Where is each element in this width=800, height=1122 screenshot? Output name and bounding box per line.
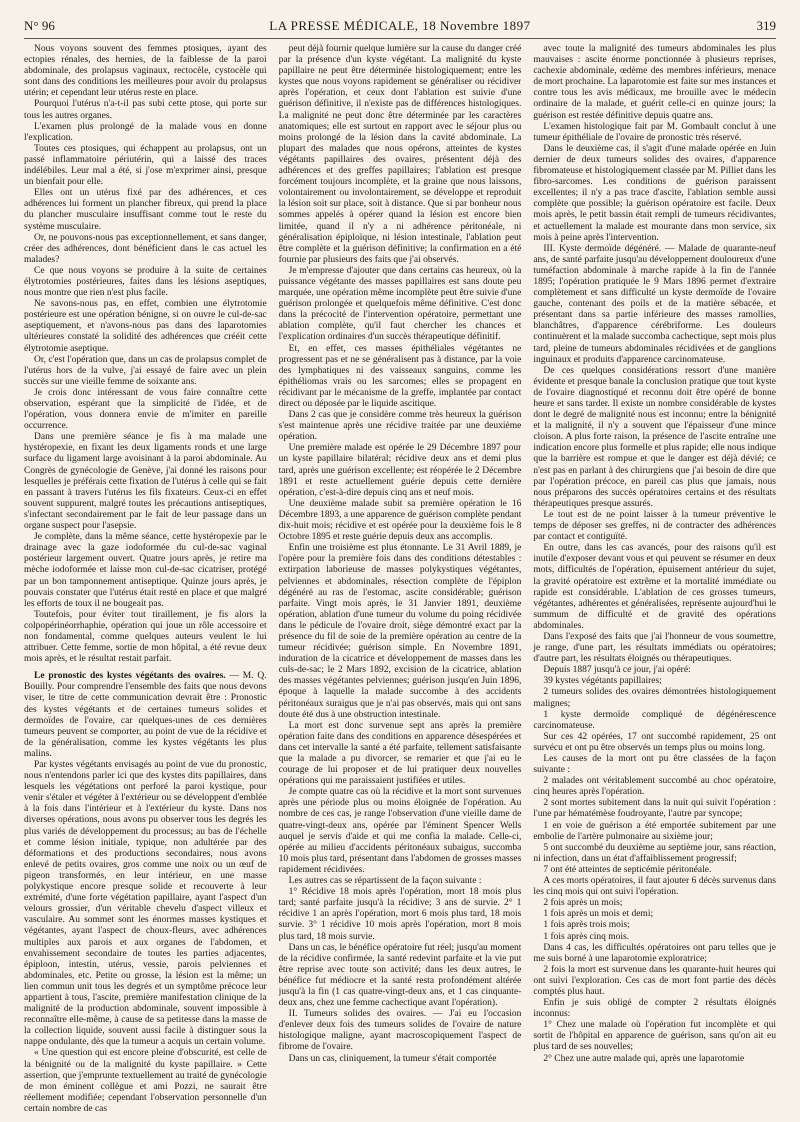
paragraph-text: Je compte quatre cas où la récidive et la mort sont survenues après une période plus ou moins éloignée de l'opération. Au nombre de ces cas, je range l'observation d'une vieille dame de quatre-vingt-deux ans, opérée par l'éminent Spencer Wells auquel je servis d'aide et qui me confia la malade. Celle-ci, opérée au milieu d'accidents péritonéaux subaigus, succomba 10 mois plus tard, présentant dans l'abdomen de grosses masses rapidement récidivées. xyxy=(278,787,522,875)
paragraph xyxy=(279,887,522,942)
paragraph-text: — M. Q. Bouilly. Pour comprendre l'ensemble des faits que nous devons viser, le titre de cette communication devrait être : Pronostic des kystes végétants et de certaines tumeurs solides et dermoïdes de l'ovaire, car quelques-unes de ces dernières tumeurs peuvent se comporter, au point de vue de la récidive et de la généralisation, comme les kystes végétants les plus malins. xyxy=(24,671,267,759)
paragraph-text: De ces quelques considérations ressort d'une manière évidente et presque banale la conclusion pratique que tout kyste de l'ovaire diagnostiqué et reconnu doit être opéré de bonne heure et sans tarder. Il existe un nombre considérable de kystes dont le degré de malignité nous est inconnu; entre la bénignité et la malignité, il n'y a souvent que l'épaisseur d'une mince cloison. A plus forte raison, la présence de l'ascite entraîne une indication encore plus formelle et plus rapide; elle nous indique que la barrière est rompue et que le danger est déjà dévié; ce n'est pas en parlant à des chirurgiens que j'ai besoin de dire que par l'opération précoce, en pareil cas plus que jamais, nous nous préparons des succès opératoires certains et des résultats thérapeutiques presque assurés. xyxy=(533,365,777,509)
paragraph xyxy=(533,510,776,543)
paragraph-text: 2 tumeurs solides des ovaires démontrées histologiquement malignes; xyxy=(533,687,777,709)
section-heading: Le pronostic des kystes végétants des ovaires. xyxy=(34,671,226,682)
paragraph-text: Une première malade est opérée le 29 Décembre 1897 pour un kyste papillaire bilatéral; récidive deux ans et demi plus tard, après une guérison excellente; est réopérée le 2 Décembre 1891 et reste actuellement guérie depuis cette dernière opération, c'est-à-dire depuis cinq ans et neuf mois. xyxy=(278,443,522,498)
paragraph-text: L'examen histologique fait par M. Gombault conclut à une tumeur épithéliale de l'ovaire de pronostic très réservé. xyxy=(533,121,777,143)
paragraph-text: 1° Récidive 18 mois après l'opération, mort 18 mois plus tard; santé parfaite jusqu'à la récidive; 3 ans de survie. 2° 1 récidive 1 an après l'opération, mort 6 mois plus tard, 18 mois survie. 3° 1 récidive 10 mois après l'opération, mort 8 mois plus tard, 18 mois survie. xyxy=(278,887,522,942)
paragraph xyxy=(533,754,776,776)
paragraph xyxy=(533,998,776,1020)
paragraph-text: 2 sont mortes subitement dans la nuit qui suivit l'opération : l'une par hématémèse foudroyante, l'autre par syncope; xyxy=(533,798,777,820)
paragraph xyxy=(24,671,267,760)
paragraph xyxy=(533,821,776,843)
paragraph xyxy=(279,499,522,543)
paragraph-text: Dans un cas, cliniquement, la tumeur s'était comportée xyxy=(288,1053,497,1064)
paragraph-text: III. Kyste dermoïde dégénéré. — Malade de quarante-neuf ans, de santé parfaite jusqu'au développement douloureux d'une tuméfaction abdominale à marche rapide à la fin de l'année 1895; l'opération pratiquée le 9 Mars 1896 permet d'extraire complètement et sans difficulté un kyste dermoïde de l'ovaire gauche, contenant des poils et de la matière sébacée, et présentant dans sa partie inférieure des masses ramollies, blanchâtres, d'apparence cérébriforme. Les douleurs continuèrent et la malade succomba cachectique, sept mois plus tard, pleine de tumeurs abdominales récidivées et de ganglions inguinaux et produits d'apparence carcinomateuse. xyxy=(533,243,777,365)
paragraph-text: Je crois donc intéressant de vous faire connaître cette observation, espérant que la simplicité de l'idée, et de l'opération, vous donnera envie de m'imiter en pareille occurrence. xyxy=(24,387,267,432)
paragraph xyxy=(279,721,522,788)
paragraph-text: Dans 2 cas que je considère comme très heureux la guérison s'est maintenue après une récidive traitée par une deuxième opération. xyxy=(278,410,522,443)
paragraph xyxy=(533,1054,776,1065)
paragraph-text: 1 fois après un mois et demi; xyxy=(543,909,654,920)
paragraph xyxy=(533,898,776,909)
paragraph-text: 1 fois après cinq mois. xyxy=(543,931,630,942)
paragraph xyxy=(24,122,267,144)
paragraph-text: Toutes ces ptosiques, qui échappent au prolapsus, ont un passé inflammatoire périutérin, qui a laissé des traces indélébiles. Leur mal a été, si j'ose m'exprimer ainsi, presque un bienfait pour elle. xyxy=(24,143,267,188)
paragraph xyxy=(533,865,776,876)
paragraph-text: Depuis 1887 jusqu'à ce jour, j'ai opéré: xyxy=(543,665,691,676)
paragraph xyxy=(279,344,522,411)
paragraph xyxy=(24,388,267,432)
paragraph-text: Dans une première séance je fis à ma malade une hystéropexie, en fixant les deux ligaments ronds et une large surface du ligament large avoisinant à la paroi abdominale. Au Congrès de gynécologie de Genève, j'ai donné les raisons pour lesquelles je préférais cette fixation de l'utérus à celle qui se fait en passant à travers l'utérus les fils fixateurs. Ceux-ci en effet souvent suppurent, malgré toutes les précautions antiseptiques, s'infectant secondairement par le fait de leur passage dans un organe suspect pour l'asepsie. xyxy=(24,432,267,532)
paragraph-text: Le tout est de ne point laisser à la tumeur préventive le temps de déposer ses greffes, ni de contracter des adhérences par contact et contiguïté. xyxy=(533,509,777,543)
paragraph-text: Dans un cas, le bénéfice opératoire fut réel; jusqu'au moment de la récidive confirmée, la santé redevint parfaite et la vie put être reprise avec toute son activité; dans les deux autres, le bénéfice fut médiocre et la santé resta profondément altérée jusqu'à la fin (1 cas quatre-vingt-deux ans, et 1 cas cinquante-deux ans, chez une femme cachectique avant l'opération). xyxy=(278,942,522,1009)
paragraph xyxy=(24,188,267,232)
paragraph-text: Et, en effet, ces masses épithéliales végétantes ne progressent pas et ne se généralisent pas à distance, par la voie des lymphatiques ni des vaisseaux sanguins, comme les épithéliomas vrais ou les sarcomes; elles se propagent en récidivant par le mécanisme de la greffe, implantée par contact direct ou déposée par le liquide ascitique. xyxy=(278,343,522,409)
paragraph-text: Les autres cas se répartissent de la façon suivante : xyxy=(288,876,482,887)
paragraph xyxy=(533,920,776,931)
paragraph xyxy=(533,909,776,920)
paragraph xyxy=(533,366,776,510)
paragraph-text: Les causes de la mort ont pu être classées de la façon suivante : xyxy=(533,754,777,776)
paragraph xyxy=(533,732,776,754)
paragraph xyxy=(24,1048,267,1114)
paragraph xyxy=(533,965,776,998)
paragraph xyxy=(24,44,267,99)
paragraph-text: Or, ne pouvons-nous pas exceptionnellement, et sans danger, créer des adhérences, dont bénéficient dans le cas actuel les malades? xyxy=(24,232,267,265)
paragraph-text: Par kystes végétants envisagés au point de vue du pronostic, nous n'entendons parler ici que des kystes dits papillaires, dans lesquels les végétations ont perforé la paroi kystique, pour venir s'étaler et végéter à l'extérieur ou se développent d'emblée à la fois dans l'intérieur et à l'extérieur du kyste. Dans nos diverses opérations, nous avons pu observer tous les degrés les plus variés de développement du processus; au bas de l'échelle et comme lésion initiale, typique, non adultérée par des déformations et des productions secondaires, nous avons enlevé de petits ovaires, gros comme une noix ou un œuf de pigeon transformés, en leur intérieur, en une masse polykystique encore presque solide et recouverte à leur extrémité, d'une forte végétation papillaire, ayant l'aspect d'un velours grossier, d'un véritable chevelu d'aspect villeux et vasculaire. Au sommet sont les énormes masses kystiques et végétantes, ayant l'aspect de choux-fleurs, avec adhérences multiples aux parois et aux organes de l'abdomen, et envahissement secondaire de toutes les parties adjacentes, épiploon, intestin, utérus, vessie, parois pelviennes et abdominales, etc. Petite ou grosse, la lésion est la même; un lien commun unit tous les degrés et un symptôme précoce leur appartient à tous, l'ascite, première manifestation clinique de la malignité de la production abdominale, souvent impossible à reconnaître elle-même, à cause de sa petitesse dans la masse de la collection liquide, souvent aussi facile à distinguer sous la nappe ondulante, dès que la tumeur a acquis un certain volume. xyxy=(24,760,267,1048)
paragraph xyxy=(533,122,776,144)
paragraph-text: Dans l'exposé des faits que j'ai l'honneur de vous soumettre, je range, d'une part, les résultats immédiats ou opératoires; d'autre part, les résultats éloignés ou thérapeutiques. xyxy=(533,631,777,665)
paragraph-text: Ne savons-nous pas, en effet, combien une élytrotomie postérieure est une opération bénigne, si on ouvre le cul-de-sac aseptiquement, et n'avons-nous pas dans des laparotomies ultérieures constaté la solidité des adhérences que crééit cette élytrotomie aseptique. xyxy=(24,299,267,354)
paragraph xyxy=(533,798,776,820)
paragraph xyxy=(24,610,267,665)
paragraph xyxy=(24,355,267,388)
paragraph xyxy=(279,543,522,721)
paragraph-text: 2° Chez une autre malade qui, après une laparotomie xyxy=(543,1053,745,1064)
paragraph xyxy=(24,266,267,299)
paragraph-text: 7 ont été atteintes de septicémie péritonéale. xyxy=(543,864,712,875)
paragraph-text: avec toute la malignité des tumeurs abdominales les plus mauvaises : ascite énorme ponctionnée à plusieurs reprises, cachexie abdominale, œdème des membres inférieurs, menace de mort prochaine. La laparotomie est faite sur mes instances et contre tous les avis médicaux, me brouille avec le médecin ordinaire de la malade, et guérit celle-ci en quinze jours; la guérison est restée définitive depuis quatre ans. xyxy=(533,44,777,121)
paragraph-text: II. Tumeurs solides des ovaires. — J'ai eu l'occasion d'enlever deux fois des tumeurs solides de l'ovaire de nature histologique maligne, ayant macroscopiquement l'aspect de fibrome de l'ovaire. xyxy=(278,1009,522,1053)
paragraph xyxy=(279,44,522,266)
paragraph xyxy=(279,1054,522,1065)
paragraph-text: 1 kyste dermoïde compliqué de dégénérescence carcinomateuse. xyxy=(533,709,777,731)
page-number: 319 xyxy=(756,18,776,33)
paragraph-text: 5 ont succombé du deuxième au septième jour, sans réaction, ni infection, dans un état d'affaiblissement progressif; xyxy=(533,842,777,864)
paragraph-text: 2 malades ont véritablement succombé au choc opératoire, cinq heures après l'opération. xyxy=(533,776,777,798)
paragraph-text: Ce que nous voyons se produire à la suite de certaines élytrotomies postérieures, faites dans les lésions aseptiques, nous montre que rien n'est plus facile. xyxy=(24,265,267,299)
paragraph xyxy=(24,532,267,610)
paragraph xyxy=(279,876,522,887)
paragraph-text: 1 fois après trois mois; xyxy=(543,920,630,931)
paragraph xyxy=(533,932,776,943)
paragraph-text: peut déjà fournir quelque lumière sur la cause du danger créé par la présence d'un kyste végétant. La malignité du kyste papillaire ne peut être déterminée histologiquement; entre les kystes que nous voyons rapidement se généraliser ou récidiver après l'opération, et ceux dont l'ablation est suivie d'une guérison définitive, il n'existe pas de différences histologiques. La malignité ne peut donc être déterminée par les caractères anatomiques; elle est surtout en rapport avec le séjour plus ou moins prolongé de la lésion dans la cavité abdominale. La plupart des malades que nous opérons, atteintes de kystes végétants papillaires des ovaires, présentent déjà des adhérences et des greffes papillaires; l'ablation est presque forcément toujours incomplète, et la graine que nous laissons, volontairement ou involontairement, se développe et reproduit la lésion soit sur place, soit à distance. Que si par bonheur nous sommes appelés à opérer quand la lésion est encore bien limitée, quand il n'y a ni adhérence péritonéale, ni généralisation épiploïque, ni lésion intestinale, l'ablation peut être complète et la guérison définitive; la confirmation en a été fournie par plusieurs des faits que j'ai observés. xyxy=(278,44,522,265)
paragraph xyxy=(533,543,776,632)
paragraph xyxy=(533,710,776,732)
column-2 xyxy=(279,44,522,1114)
paragraph xyxy=(533,687,776,709)
paragraph xyxy=(279,943,522,1010)
paragraph-text: 1° Chez une malade où l'opération fut incomplète et qui sortit de l'hôpital en apparence de guérison, sans qu'on ait eu plus tard de ses nouvelles; xyxy=(533,1020,777,1053)
paragraph xyxy=(24,432,267,532)
text-columns xyxy=(24,44,776,1114)
paragraph-text: 1 en voie de guérison a été emportée subitement par une embolie de l'artère pulmonaire au sixième jour; xyxy=(533,820,777,842)
paragraph xyxy=(533,1020,776,1053)
paragraph-text: Une deuxième malade subit sa première opération le 16 Décembre 1893, a une apparence de guérison complète pendant dix-huit mois; récidive et est opérée pour la deuxième fois le 8 Octobre 1895 et reste guérie depuis deux ans accomplis. xyxy=(278,498,522,543)
paragraph xyxy=(279,787,522,876)
issue-number: N° 96 xyxy=(24,18,55,33)
paragraph xyxy=(533,244,776,366)
paragraph xyxy=(533,676,776,687)
column-1 xyxy=(24,44,267,1114)
paragraph-text: Toutefois, pour éviter tout tiraillement, je fis alors la colpopérinéorrhaphie, opération qui joue un rôle accessoire et non fondamental, comme quelques auteurs veulent le lui attribuer. Cette femme, sortie de mon hôpital, a été revue deux mois après, et le résultat restait parfait. xyxy=(24,609,267,665)
paragraph-text: Dans le deuxième cas, il s'agit d'une malade opérée en Juin dernier de deux tumeurs solides des ovaires, d'apparence fibromateuse et histologiquement classée par M. Pilliet dans les fibro-sarcomes. Les conditions de guérison paraissent excellentes; il n'y a pas trace d'ascite, l'ablation semble aussi complète que possible; la guérison opératoire est facile. Deux mois après, le petit bassin était rempli de tumeurs récidivantes, et actuellement la malade est mourante dans mon service, six mois à peine après l'intervention. xyxy=(533,143,777,243)
paragraph-text: Je complète, dans la même séance, cette hystéropexie par le drainage avec la gaze iodoformée du cul-de-sac vaginal postérieur largement ouvert. Quatre jours après, je retire ma mèche iodoformée et laisse mon cul-de-sac cicatriser, protégé par un bon tamponnement antiseptique. Quinze jours après, je pouvais constater que l'utérus était resté en place et que malgré les efforts de toux il ne bougeait pas. xyxy=(24,532,267,609)
paragraph xyxy=(533,144,776,244)
paragraph-text: Dans 4 cas, les difficultés opératoires ont paru telles que je me suis borné à une laparotomie exploratrice; xyxy=(533,942,777,964)
paragraph xyxy=(24,233,267,266)
running-header xyxy=(24,18,776,40)
paragraph xyxy=(24,144,267,188)
paragraph xyxy=(279,443,522,498)
paragraph xyxy=(533,776,776,798)
paragraph-text: Or, c'est l'opération que, dans un cas de prolapsus complet de l'utérus hors de la vulve, j'ai essayé de faire avec un plein succès sur une vieille femme de soixante ans. xyxy=(24,354,267,387)
paragraph xyxy=(533,632,776,665)
paragraph xyxy=(533,665,776,676)
paragraph xyxy=(279,410,522,443)
paragraph xyxy=(533,943,776,965)
paragraph xyxy=(24,299,267,354)
paragraph-text: « Une question qui est encore pleine d'obscurité, est celle de la bénignité ou de la malignité du kyste papillaire. » Cette assertion, que j'emprunte textuellement au traité de gynécologie de mon éminent collègue et ami Pozzi, ne saurait être réellement modifiée; cependant l'observation personnelle d'un certain nombre de cas xyxy=(24,1048,267,1114)
paragraph-text: 39 kystes végétants papillaires; xyxy=(543,676,662,687)
paragraph xyxy=(533,876,776,898)
paragraph-text: L'examen plus prolongé de la malade vous en donne l'explication. xyxy=(24,121,267,143)
paragraph-text: 2 fois après un mois; xyxy=(543,898,623,909)
paragraph-text: Elles ont un utérus fixé par des adhérences, et ces adhérences lui forment un plancher fibreux, qui prend la place du plancher musculaire insuffisant comme tout le reste du système musculaire. xyxy=(24,188,267,232)
paragraph-text: La mort est donc survenue sept ans après la première opération faite dans des conditions en apparence désespérées et dans cet intervalle la santé a été parfaite, tellement satisfaisante que la malade a pu divorcer, se remarier et que j'ai eu le courage de lui proposer et de lui pratiquer deux nouvelles opérations qui me paraissaient justifiées et utiles. xyxy=(278,720,522,787)
paragraph-text: En outre, dans les cas avancés, pour des raisons qu'il est inutile d'exposer devant vous et qui peuvent se résumer en deux mots, difficultés de l'opération, épuisement antérieur du sujet, la gravité opératoire est extrême et la mortalité immédiate ou rapide est considérable. L'ablation de ces grosses tumeurs, végétantes, adhérentes et généralisées, représente aujourd'hui le summum de difficulté et de gravité des opérations abdominales. xyxy=(533,543,777,631)
paragraph xyxy=(533,44,776,122)
paragraph-text: Je m'empresse d'ajouter que dans certains cas heureux, où la puissance végétante des masses papillaires est sans doute peu marquée, une opération même incomplète peut être suivie d'une guérison prolongée et quelquefois même définitive. C'est donc dans la précocité de l'intervention opératoire, permettant une ablation complète, qu'il faut chercher les chances et l'explication ordinaires d'un succès thérapeutique définitif. xyxy=(278,265,522,343)
paragraph-text: 2 fois la mort est survenue dans les quarante-huit heures qui ont suivi l'exploration. Ces cas de mort font partie des décès comptés plus haut. xyxy=(533,964,777,997)
paragraph-text: Pourquoi l'utérus n'a-t-il pas subi cette ptose, qui porte sur tous les autres organes. xyxy=(24,99,267,121)
journal-title: LA PRESSE MÉDICALE, 18 Novembre 1897 xyxy=(269,18,531,33)
paragraph-text: Enfin une troisième est plus étonnante. Le 31 Avril 1889, je l'opère pour la première fois dans des conditions détestables : extirpation laborieuse de masses polykystiques végétantes, pelviennes et abdominales, résection complète de l'épiplon dégénéré au ras de l'estomac, ascite considérable; guérison parfaite. Vingt mois après, le 31 Janvier 1891, deuxième opération, ablation d'une tumeur du volume du poing récidivée dans le pédicule de l'ovaire droit, siège démontré exact par la présence du fil de soie de la première opération au centre de la tumeur récidivée; guérison simple. En Novembre 1891, induration de la cicatrice et développement de masses dans les culs-de-sac; le 2 Mars 1892, excision de la cicatrice, ablation des masses végétantes pelviennes; guérison jusqu'en Juin 1896, époque à laquelle la malade succombe à des accidents péritonéaux suraigus que je n'ai pas observés, mais qui ont sans doute été dus à une obstruction intestinale. xyxy=(278,543,522,720)
paragraph-text: Sur ces 42 opérées, 17 ont succombé rapidement, 25 ont survécu et ont pu être observés un temps plus ou moins long. xyxy=(533,731,777,753)
paragraph xyxy=(533,843,776,865)
paragraph-text: Enfin je suis obligé de compter 2 résultats éloignés inconnus: xyxy=(533,998,777,1020)
column-3 xyxy=(533,44,776,1114)
paragraph xyxy=(24,760,267,1048)
paragraph xyxy=(279,1009,522,1053)
header-rule xyxy=(24,38,776,39)
paragraph xyxy=(279,266,522,344)
paragraph xyxy=(24,99,267,121)
paragraph-text: Nous voyons souvent des femmes ptosiques, ayant des ectopies rénales, des hernies, de la faiblesse de la paroi abdominale, des prolapsus vaginaux, rectocèle, cystocèle qui sont dans des conditions les meilleures pour avoir du prolapsus utérin; et cependant leur utérus reste en place. xyxy=(24,44,267,99)
paragraph-text: A ces morts opératoires, il faut ajouter 6 décès survenus dans les cinq mois qui ont suivi l'opération. xyxy=(533,876,777,898)
